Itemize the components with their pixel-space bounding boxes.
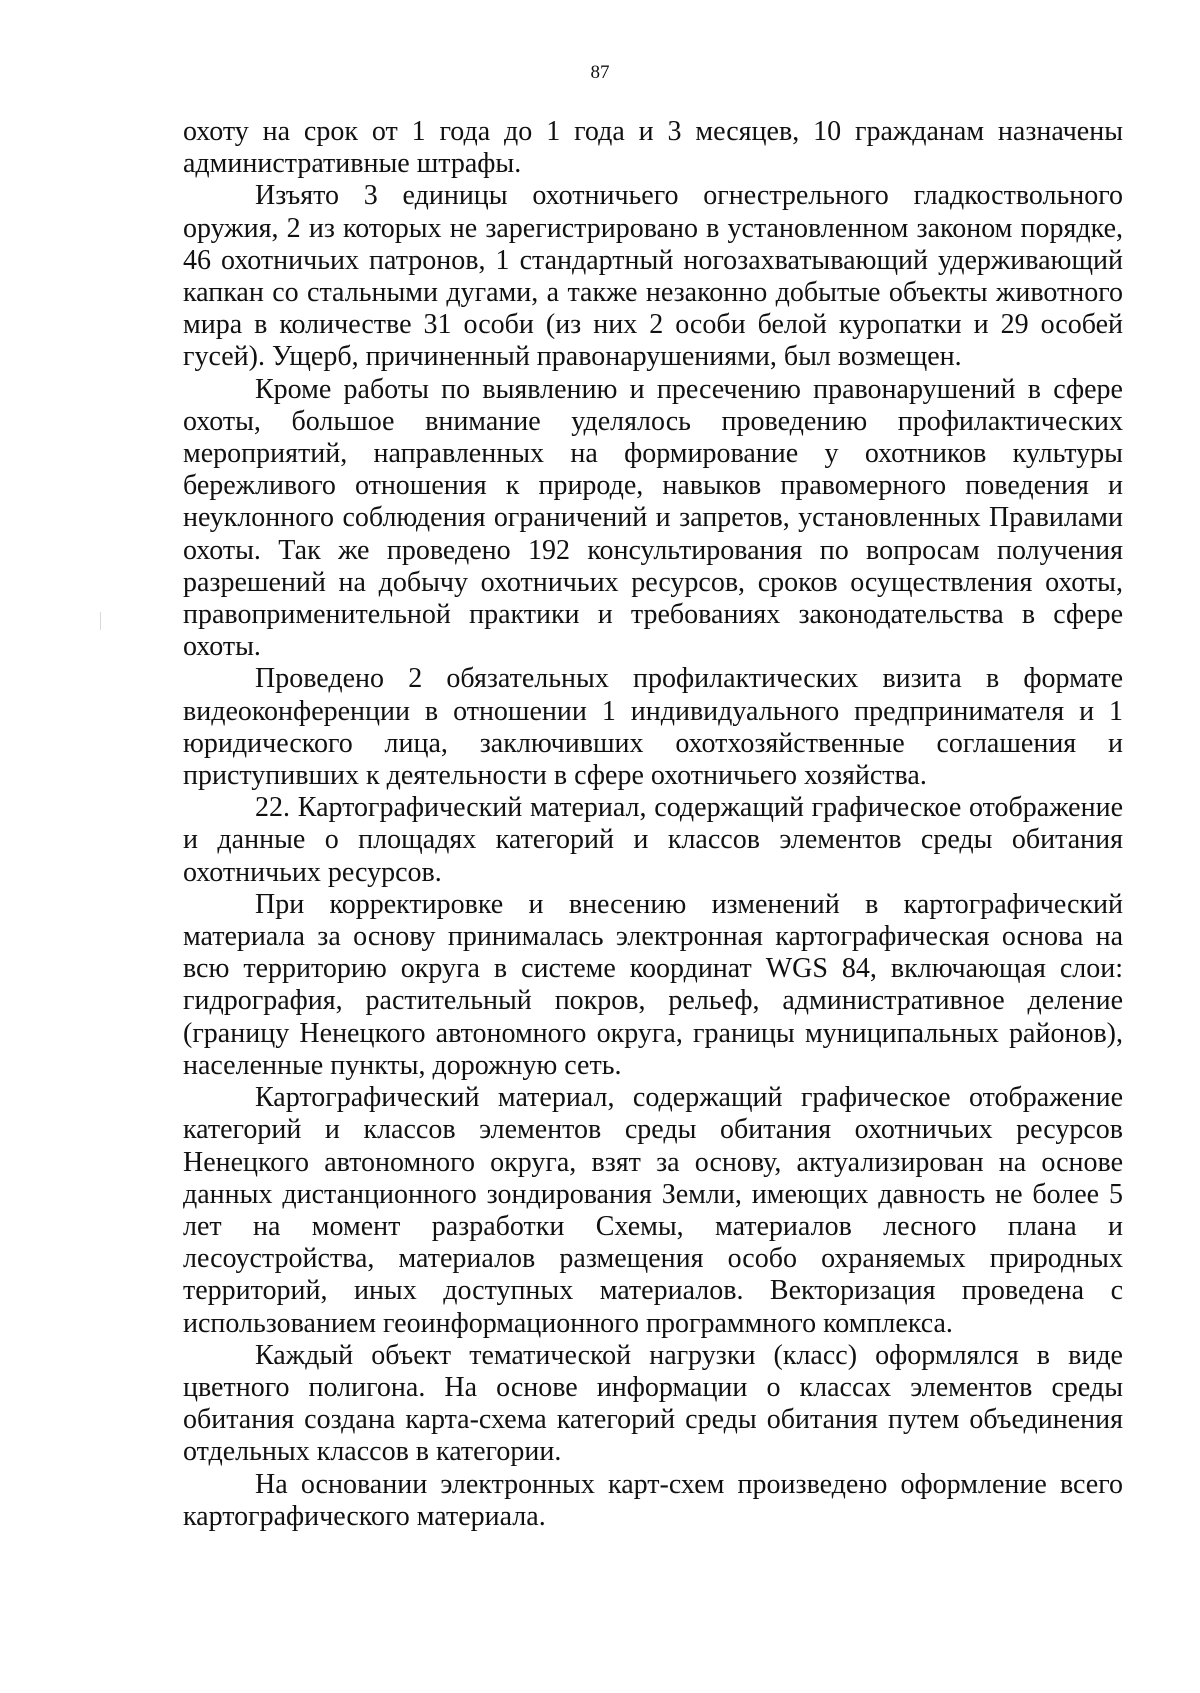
- paragraph-thematic-objects: Каждый объект тематической нагрузки (класс) оформлялся в виде цветного полигона. На основе информации о классах элементов среды обитания создана карта-схема категорий среды обитания путем объединения отдельных классов в категории.: [183, 1339, 1123, 1468]
- paragraph-continuation: охоту на срок от 1 года до 1 года и 3 месяцев, 10 гражданам назначены административные штрафы.: [183, 116, 1123, 180]
- paragraph-final-design: На основании электронных карт-схем произведено оформление всего картографического материала.: [183, 1468, 1123, 1532]
- paragraph-prevention-measures: Кроме работы по выявлению и пресечению правонарушений в сфере охоты, большое внимание уделялось проведению профилактических мероприятий, направленных на формирование у охотников культуры бережливого отношения к природе, навыков правомерного поведения и неуклонного соблюдения ограничений и запретов, установленных Правилами охоты. Так же проведено 192 консультирования по вопросам получения разрешений на добычу охотничьих ресурсов, сроков осуществления охоты, правоприменительной практики и требованиях законодательства в сфере охоты.: [183, 373, 1123, 663]
- paragraph-cartographic-basis: При корректировке и внесению изменений в картографический материала за основу принималась электронная картографическая основа на всю территорию округа в системе координат WGS 84, включающая слои: гидрография, растительный покров, рельеф, административное деление (границу Ненецкого автономного округа, границы муниципальных районов), населенные пункты, дорожную сеть.: [183, 888, 1123, 1081]
- paragraph-cartographic-material: Картографический материал, содержащий графическое отображение категорий и классов элементов среды обитания охотничьих ресурсов Ненецкого автономного округа, взят за основу, актуализирован на основе данных дистанционного зондирования Земли, имеющих давность не более 5 лет на момент разработки Схемы, материалов лесного плана и лесоустройства, материалов размещения особо охраняемых природных территорий, иных доступных материалов. Векторизация проведена с использованием геоинформационного программного комплекса.: [183, 1082, 1123, 1339]
- section-22-heading: 22. Картографический материал, содержащий графическое отображение и данные о площадях категорий и классов элементов среды обитания охотничьих ресурсов.: [183, 792, 1123, 888]
- paragraph-prevention-visits: Проведено 2 обязательных профилактических визита в формате видеоконференции в отношении 1 индивидуального предпринимателя и 1 юридического лица, заключивших охотхозяйственные соглашения и приступивших к деятельности в сфере охотничьего хозяйства.: [183, 663, 1123, 792]
- page-number: 87: [590, 62, 610, 83]
- document-body: [183, 116, 1123, 1533]
- scan-artifact-line: [100, 612, 101, 630]
- paragraph-seized-items: Изъято 3 единицы охотничьего огнестрельного гладкоствольного оружия, 2 из которых не зарегистрировано в установленном законом порядке, 46 охотничьих патронов, 1 стандартный ногозахватывающий удерживающий капкан со стальными дугами, а также незаконно добытые объекты животного мира в количестве 31 особи (из них 2 особи белой куропатки и 29 особей гусей). Ущерб, причиненный правонарушениями, был возмещен.: [183, 180, 1123, 373]
